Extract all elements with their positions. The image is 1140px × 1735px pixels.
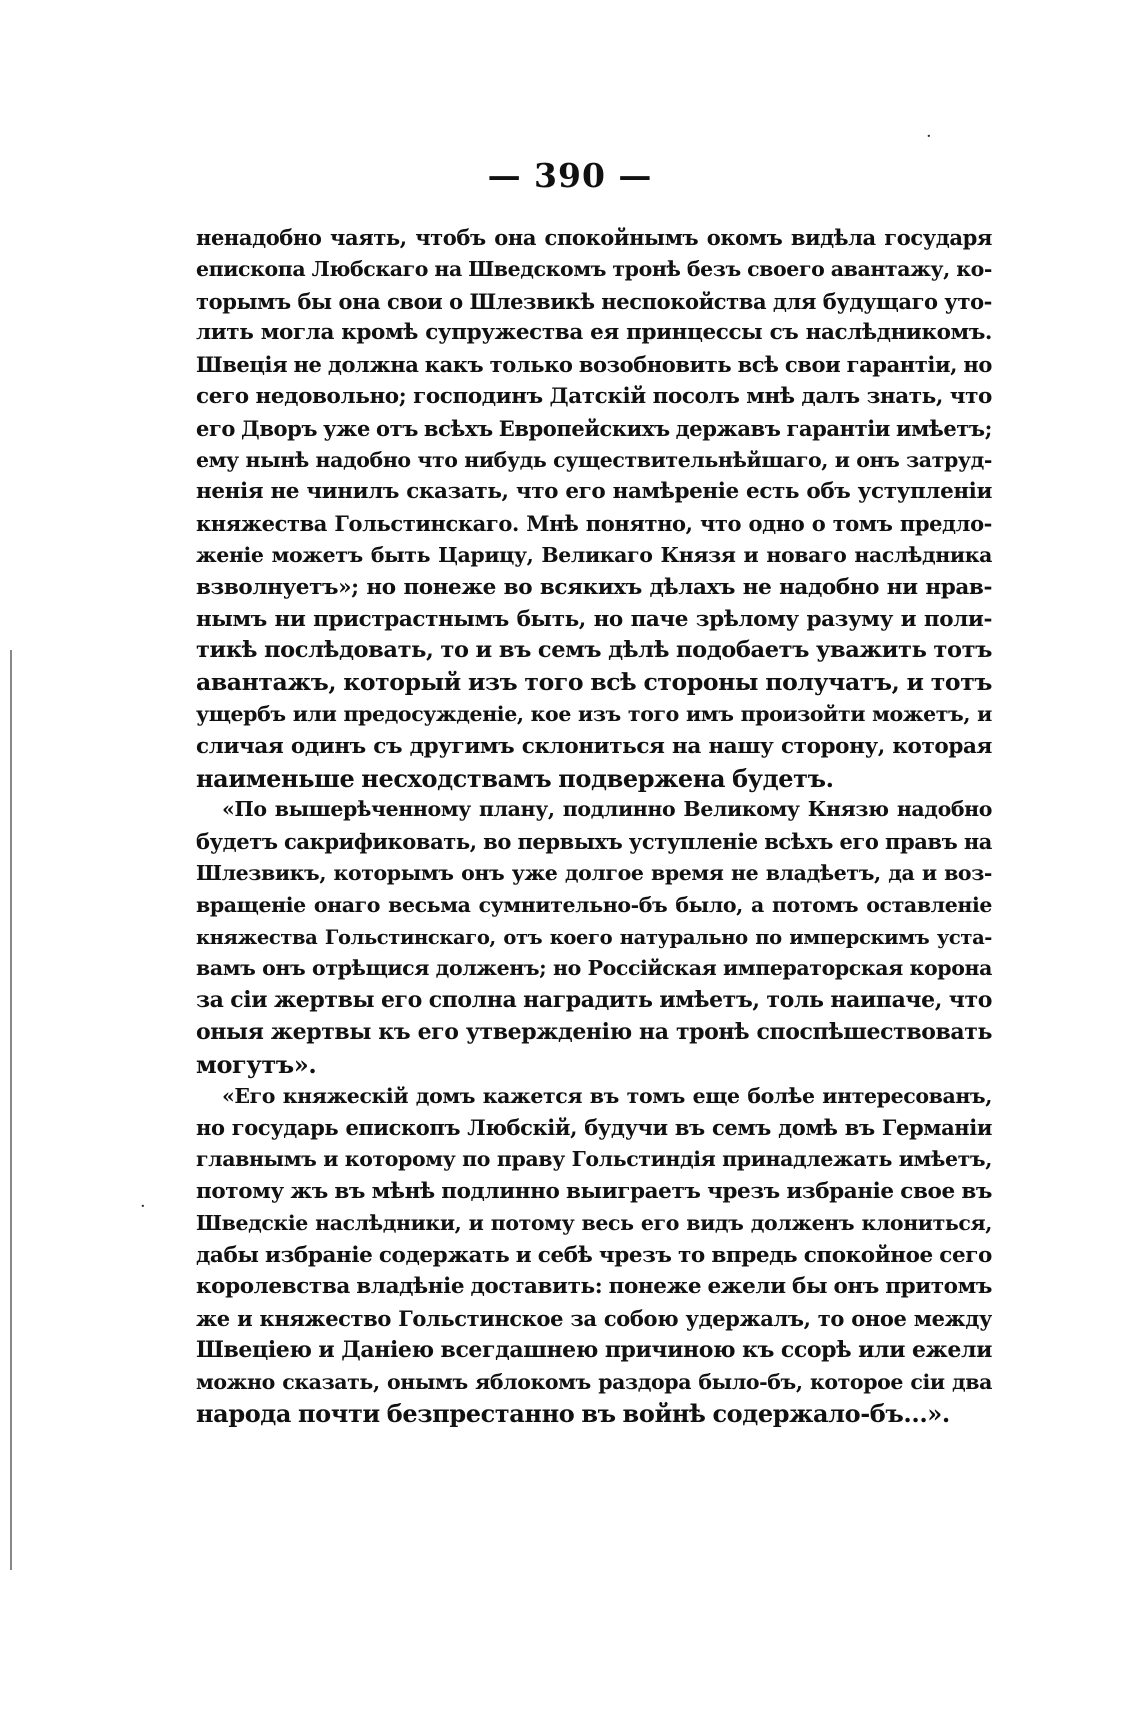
text-line: женіе можетъ быть Царицу, Великаго Князя и новаго наслѣдника bbox=[196, 542, 992, 567]
text-line: Швеція не должна какъ только возобновить всѣ свои гарантіи, но bbox=[196, 352, 992, 378]
text-line: оныя жертвы къ его утвержденію на тронѣ споспѣшествовать bbox=[196, 1018, 992, 1045]
text-line: нымъ ни пристрастнымъ быть, но паче зрѣлому разуму и поли- bbox=[196, 606, 992, 632]
text-line: Шведскіе наслѣдники, и потому весь его видъ долженъ клониться, bbox=[196, 1210, 992, 1235]
text-line: сличая одинъ съ другимъ склониться на нашу сторону, которая bbox=[196, 733, 992, 759]
text-line: можно сказать, онымъ яблокомъ раздора было-бъ, которое сіи два bbox=[196, 1369, 992, 1394]
text-line: могутъ». bbox=[196, 1049, 317, 1079]
text-line: вамъ онъ отрѣщися долженъ; но Россійская императорская корона bbox=[196, 956, 992, 981]
text-line: лить могла кромѣ супружества ея принцессы съ наслѣдникомъ. bbox=[196, 320, 992, 346]
text-line: «Его княжескій домъ кажется въ томъ еще болѣе интересованъ, bbox=[222, 1083, 992, 1108]
text-line: Швеціею и Даніею всегдашнею причиною къ ссорѣ или ежели bbox=[196, 1336, 992, 1363]
text-line: его Дворъ уже отъ всѣхъ Европейскихъ державъ гарантіи имѣетъ; bbox=[196, 415, 992, 441]
text-line: торымъ бы она свои о Шлезвикѣ неспокойства для будущаго уто- bbox=[196, 288, 992, 314]
text-line: главнымъ и которому по праву Гольстиндія принадлежать имѣетъ, bbox=[196, 1147, 992, 1172]
text-line: но государь епископъ Любскій, будучи въ семъ домѣ въ Германіи bbox=[196, 1115, 992, 1141]
scan-speck: · bbox=[140, 1196, 146, 1217]
text-line: княжества Гольстинскаго, отъ коего натурально по имперскимъ уста- bbox=[196, 925, 992, 949]
text-line: авантажъ, который изъ того всѣ стороны получатъ, и тотъ bbox=[196, 668, 992, 697]
text-line: княжества Гольстинскаго. Мнѣ понятно, что одно о томъ предло- bbox=[196, 511, 992, 537]
text-line: будетъ сакрификовать, во первыхъ уступленіе всѣхъ его правъ на bbox=[196, 829, 992, 855]
scan-edge-line bbox=[10, 650, 12, 1570]
text-line: же и княжество Гольстинское за собою удержалъ, то оное между bbox=[196, 1306, 992, 1332]
text-line: Шлезвикъ, которымъ онъ уже долгое время не владѣетъ, да и воз- bbox=[196, 860, 992, 885]
text-line: потому жъ въ мѣнѣ подлинно выиграетъ чрезъ избраніе свое въ bbox=[196, 1178, 992, 1204]
text-line: дабы избраніе содержать и себѣ чрезъ то впредь спокойное сего bbox=[196, 1242, 992, 1268]
text-line: ненадобно чаять, чтобъ она спокойнымъ окомъ видѣла государя bbox=[196, 225, 992, 250]
page-number: — 390 — bbox=[487, 156, 653, 195]
text-line: ущербъ или предосужденіе, кое изъ того имъ произойти можетъ, и bbox=[196, 701, 992, 726]
text-line: вращеніе онаго весьма сумнительно-бъ было, а потомъ оставленіе bbox=[196, 892, 992, 917]
body-text bbox=[196, 222, 992, 1430]
text-line: народа почти безпрестанно въ войнѣ содержало-бъ...». bbox=[196, 1399, 950, 1429]
scan-speck: · bbox=[926, 126, 932, 147]
text-line: «По вышерѣченному плану, подлинно Великому Князю надобно bbox=[222, 797, 992, 822]
text-line: взволнуетъ»; но понеже во всякихъ дѣлахъ не надобно ни нрав- bbox=[196, 574, 992, 600]
text-line: наименьше несходствамъ подвержена будетъ. bbox=[196, 763, 834, 793]
text-line: за сіи жертвы его сполна наградить имѣетъ, толь наипаче, что bbox=[196, 987, 992, 1014]
text-line: королевства владѣніе доставить: понеже ежели бы онъ притомъ bbox=[196, 1274, 992, 1300]
text-line: тикѣ послѣдовать, то и въ семъ дѣлѣ подобаетъ уважить тотъ bbox=[196, 637, 992, 664]
text-line: сего недовольно; господинъ Датскій посолъ мнѣ далъ знать, что bbox=[196, 383, 992, 409]
text-line: епископа Любскаго на Шведскомъ тронѣ безъ своего авантажу, ко- bbox=[196, 256, 992, 281]
text-line: ему нынѣ надобно что нибудь существительнѣйшаго, и онъ затруд- bbox=[196, 447, 992, 472]
text-line: ненія не чинилъ сказать, что его намѣреніе есть объ уступленіи bbox=[196, 479, 992, 505]
